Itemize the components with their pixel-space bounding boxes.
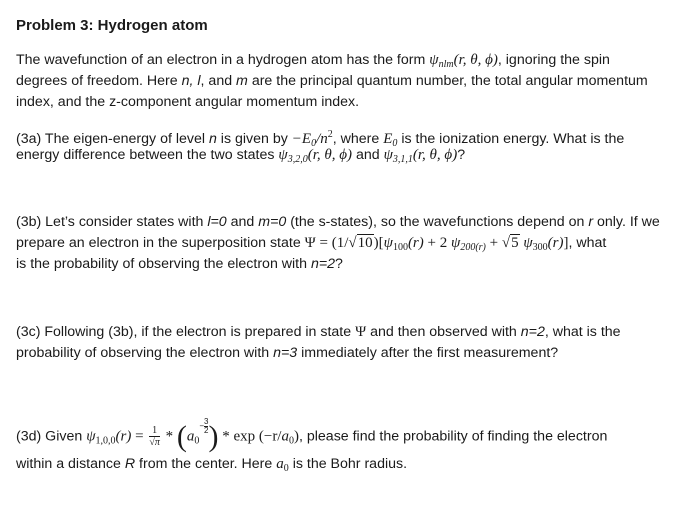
q3d-text: from the center. Here bbox=[135, 456, 277, 472]
q3c-line-2 bbox=[16, 343, 688, 364]
q3a-line-2 bbox=[16, 145, 688, 166]
term-psi-300: ψ bbox=[519, 235, 533, 251]
energy-expression: −E bbox=[291, 131, 312, 147]
bohr-radius-subscript: 0 bbox=[194, 435, 200, 447]
state-psi-2-subscript: 3,1,1 bbox=[392, 154, 413, 165]
left-paren: ( bbox=[176, 419, 187, 453]
q3b-text: is the probability of observing the electron with bbox=[16, 256, 311, 272]
n-value: n=3 bbox=[273, 345, 298, 361]
q3a-text: ? bbox=[457, 147, 466, 163]
term-arg: (r) bbox=[547, 235, 564, 251]
exponent-denominator: 2 bbox=[204, 426, 209, 435]
intro-text: , ignoring the spin bbox=[497, 52, 610, 68]
fraction-denominator bbox=[149, 437, 160, 448]
n-value: n=2 bbox=[520, 324, 545, 340]
normalization-fraction bbox=[149, 425, 160, 448]
quantum-number-label: m bbox=[236, 73, 248, 89]
ionization-energy-subscript: 0 bbox=[392, 138, 398, 149]
bohr-radius-symbol: a bbox=[186, 428, 195, 445]
q3a-text: is the ionization energy. What is the bbox=[397, 131, 625, 147]
term-arg: (r) bbox=[407, 235, 424, 251]
equation-part: * bbox=[161, 428, 177, 445]
question-3a bbox=[16, 124, 688, 166]
q3a-text: energy difference between the two states bbox=[16, 147, 279, 163]
radical-sign: √ bbox=[501, 235, 511, 251]
q3d-line-1 bbox=[16, 418, 688, 452]
fraction-numerator: 1 bbox=[149, 425, 160, 437]
state-psi-1: ψ bbox=[278, 147, 288, 163]
intro-text: The wavefunction of an electron in a hydrogen atom has the form bbox=[16, 52, 430, 68]
psi-symbol: ψ bbox=[429, 52, 439, 68]
bohr-radius-subscript: 0 bbox=[288, 435, 294, 447]
equation-part: ) bbox=[293, 428, 299, 445]
q3b-text: (3b) Let’s consider states with bbox=[16, 214, 208, 230]
radius-variable: r bbox=[588, 214, 594, 230]
q3b-line-2 bbox=[16, 233, 688, 254]
q3a-text: is given by bbox=[216, 131, 292, 147]
bohr-radius-symbol: a bbox=[276, 456, 284, 472]
question-3c bbox=[16, 322, 688, 364]
q3c-line-1 bbox=[16, 322, 688, 343]
q3b-text: prepare an electron in the superposition state bbox=[16, 235, 305, 251]
equation-part: ] bbox=[563, 235, 569, 251]
equation-part: )[ bbox=[373, 235, 384, 251]
intro-line-3: index, and the z-component angular momentum index. bbox=[16, 94, 360, 110]
intro-text: , and bbox=[200, 73, 237, 89]
q3d-text: within a distance bbox=[16, 456, 125, 472]
intro-line-2 bbox=[16, 71, 688, 92]
l-value: l=0 bbox=[207, 214, 227, 230]
equation-part: + 2 bbox=[423, 235, 451, 251]
term-psi-100-subscript: 100 bbox=[392, 242, 408, 253]
right-paren: ) bbox=[208, 419, 219, 453]
problem-title: Problem 3: Hydrogen atom bbox=[16, 17, 208, 34]
q3c-text: (3c) Following (3b), if the electron is prepared in state bbox=[16, 324, 356, 340]
energy-exponent: 2 bbox=[327, 129, 333, 140]
equation-part: = (1/ bbox=[315, 235, 349, 251]
intro-paragraph bbox=[16, 50, 688, 113]
state-psi-1-subscript: 3,2,0 bbox=[287, 154, 308, 165]
equation-part: + bbox=[485, 235, 502, 251]
term-psi-300-subscript: 300 bbox=[532, 242, 548, 253]
ground-state-arg: (r) bbox=[115, 428, 132, 445]
q3c-text: probability of observing the electron with bbox=[16, 345, 274, 361]
q3a-line-1 bbox=[16, 124, 688, 149]
state-psi-1-args: (r, θ, ϕ) bbox=[307, 147, 352, 163]
term-psi-200: ψ bbox=[450, 235, 461, 251]
q3d-text: , please find the probability of finding the electron bbox=[298, 428, 608, 445]
m-value: m=0 bbox=[258, 214, 287, 230]
psi-subscript: nlm bbox=[438, 59, 454, 70]
question-3d bbox=[16, 418, 688, 475]
energy-expression: /n bbox=[316, 131, 328, 147]
q3d-text: (3d) Given bbox=[16, 428, 87, 445]
q3c-text: , what is the bbox=[544, 324, 621, 340]
radicand: 10 bbox=[357, 235, 373, 251]
state-psi: Ψ bbox=[355, 324, 367, 340]
question-3b bbox=[16, 212, 688, 275]
q3d-text: is the Bohr radius. bbox=[288, 456, 408, 472]
q3b-text: ? bbox=[335, 256, 343, 272]
sqrt-symbol bbox=[348, 233, 373, 254]
exponent-numerator: 3 bbox=[204, 417, 209, 426]
q3b-line-3 bbox=[16, 254, 688, 275]
superposition-psi: Ψ bbox=[304, 235, 316, 251]
sqrt-symbol bbox=[502, 233, 520, 254]
intro-text: degrees of freedom. Here bbox=[16, 73, 182, 89]
intro-line-1 bbox=[16, 50, 688, 71]
q3c-text: and then observed with bbox=[366, 324, 521, 340]
radicand: 5 bbox=[511, 235, 519, 251]
energy-subscript: 0 bbox=[311, 138, 317, 149]
q3b-text: only. If we bbox=[593, 214, 660, 230]
pi-symbol: π bbox=[154, 437, 160, 449]
ground-state-psi: ψ bbox=[86, 428, 96, 445]
q3b-line-1 bbox=[16, 212, 688, 233]
q3b-text: and bbox=[226, 214, 259, 230]
q3b-text: (the s-states), so the wavefunctions depend on bbox=[286, 214, 589, 230]
bohr-radius-subscript: 0 bbox=[283, 463, 289, 474]
q3a-text: (3a) The eigen-energy of level bbox=[16, 131, 209, 147]
psi-arguments: (r, θ, ϕ) bbox=[453, 52, 498, 68]
level-label: n bbox=[208, 131, 217, 147]
state-psi-2-args: (r, θ, ϕ) bbox=[412, 147, 458, 163]
ground-state-subscript: 1,0,0 bbox=[95, 435, 116, 447]
radical-sign: √ bbox=[149, 437, 155, 449]
quantum-number-label: n, l bbox=[181, 73, 201, 89]
radical-sign: √ bbox=[348, 235, 357, 251]
ionization-energy-symbol: E bbox=[383, 131, 393, 147]
n-value: n=2 bbox=[310, 256, 336, 272]
q3d-line-2 bbox=[16, 454, 688, 475]
distance-variable: R bbox=[124, 456, 136, 472]
exponent-sign: − bbox=[199, 421, 204, 431]
term-psi-200-subscript: 200(r) bbox=[460, 242, 486, 253]
q3a-text: and bbox=[352, 147, 384, 163]
intro-text: are the principal quantum number, the total angular momentum bbox=[247, 73, 648, 89]
q3a-text: , where bbox=[332, 131, 384, 147]
q3b-text: , what bbox=[568, 235, 607, 251]
equation-part: = bbox=[131, 428, 148, 445]
equation-part: * exp (−r/ bbox=[218, 428, 282, 445]
bohr-radius-symbol: a bbox=[281, 428, 289, 445]
state-psi-2: ψ bbox=[383, 147, 393, 163]
term-psi-100: ψ bbox=[383, 235, 393, 251]
q3c-text: immediately after the first measurement? bbox=[297, 345, 559, 361]
